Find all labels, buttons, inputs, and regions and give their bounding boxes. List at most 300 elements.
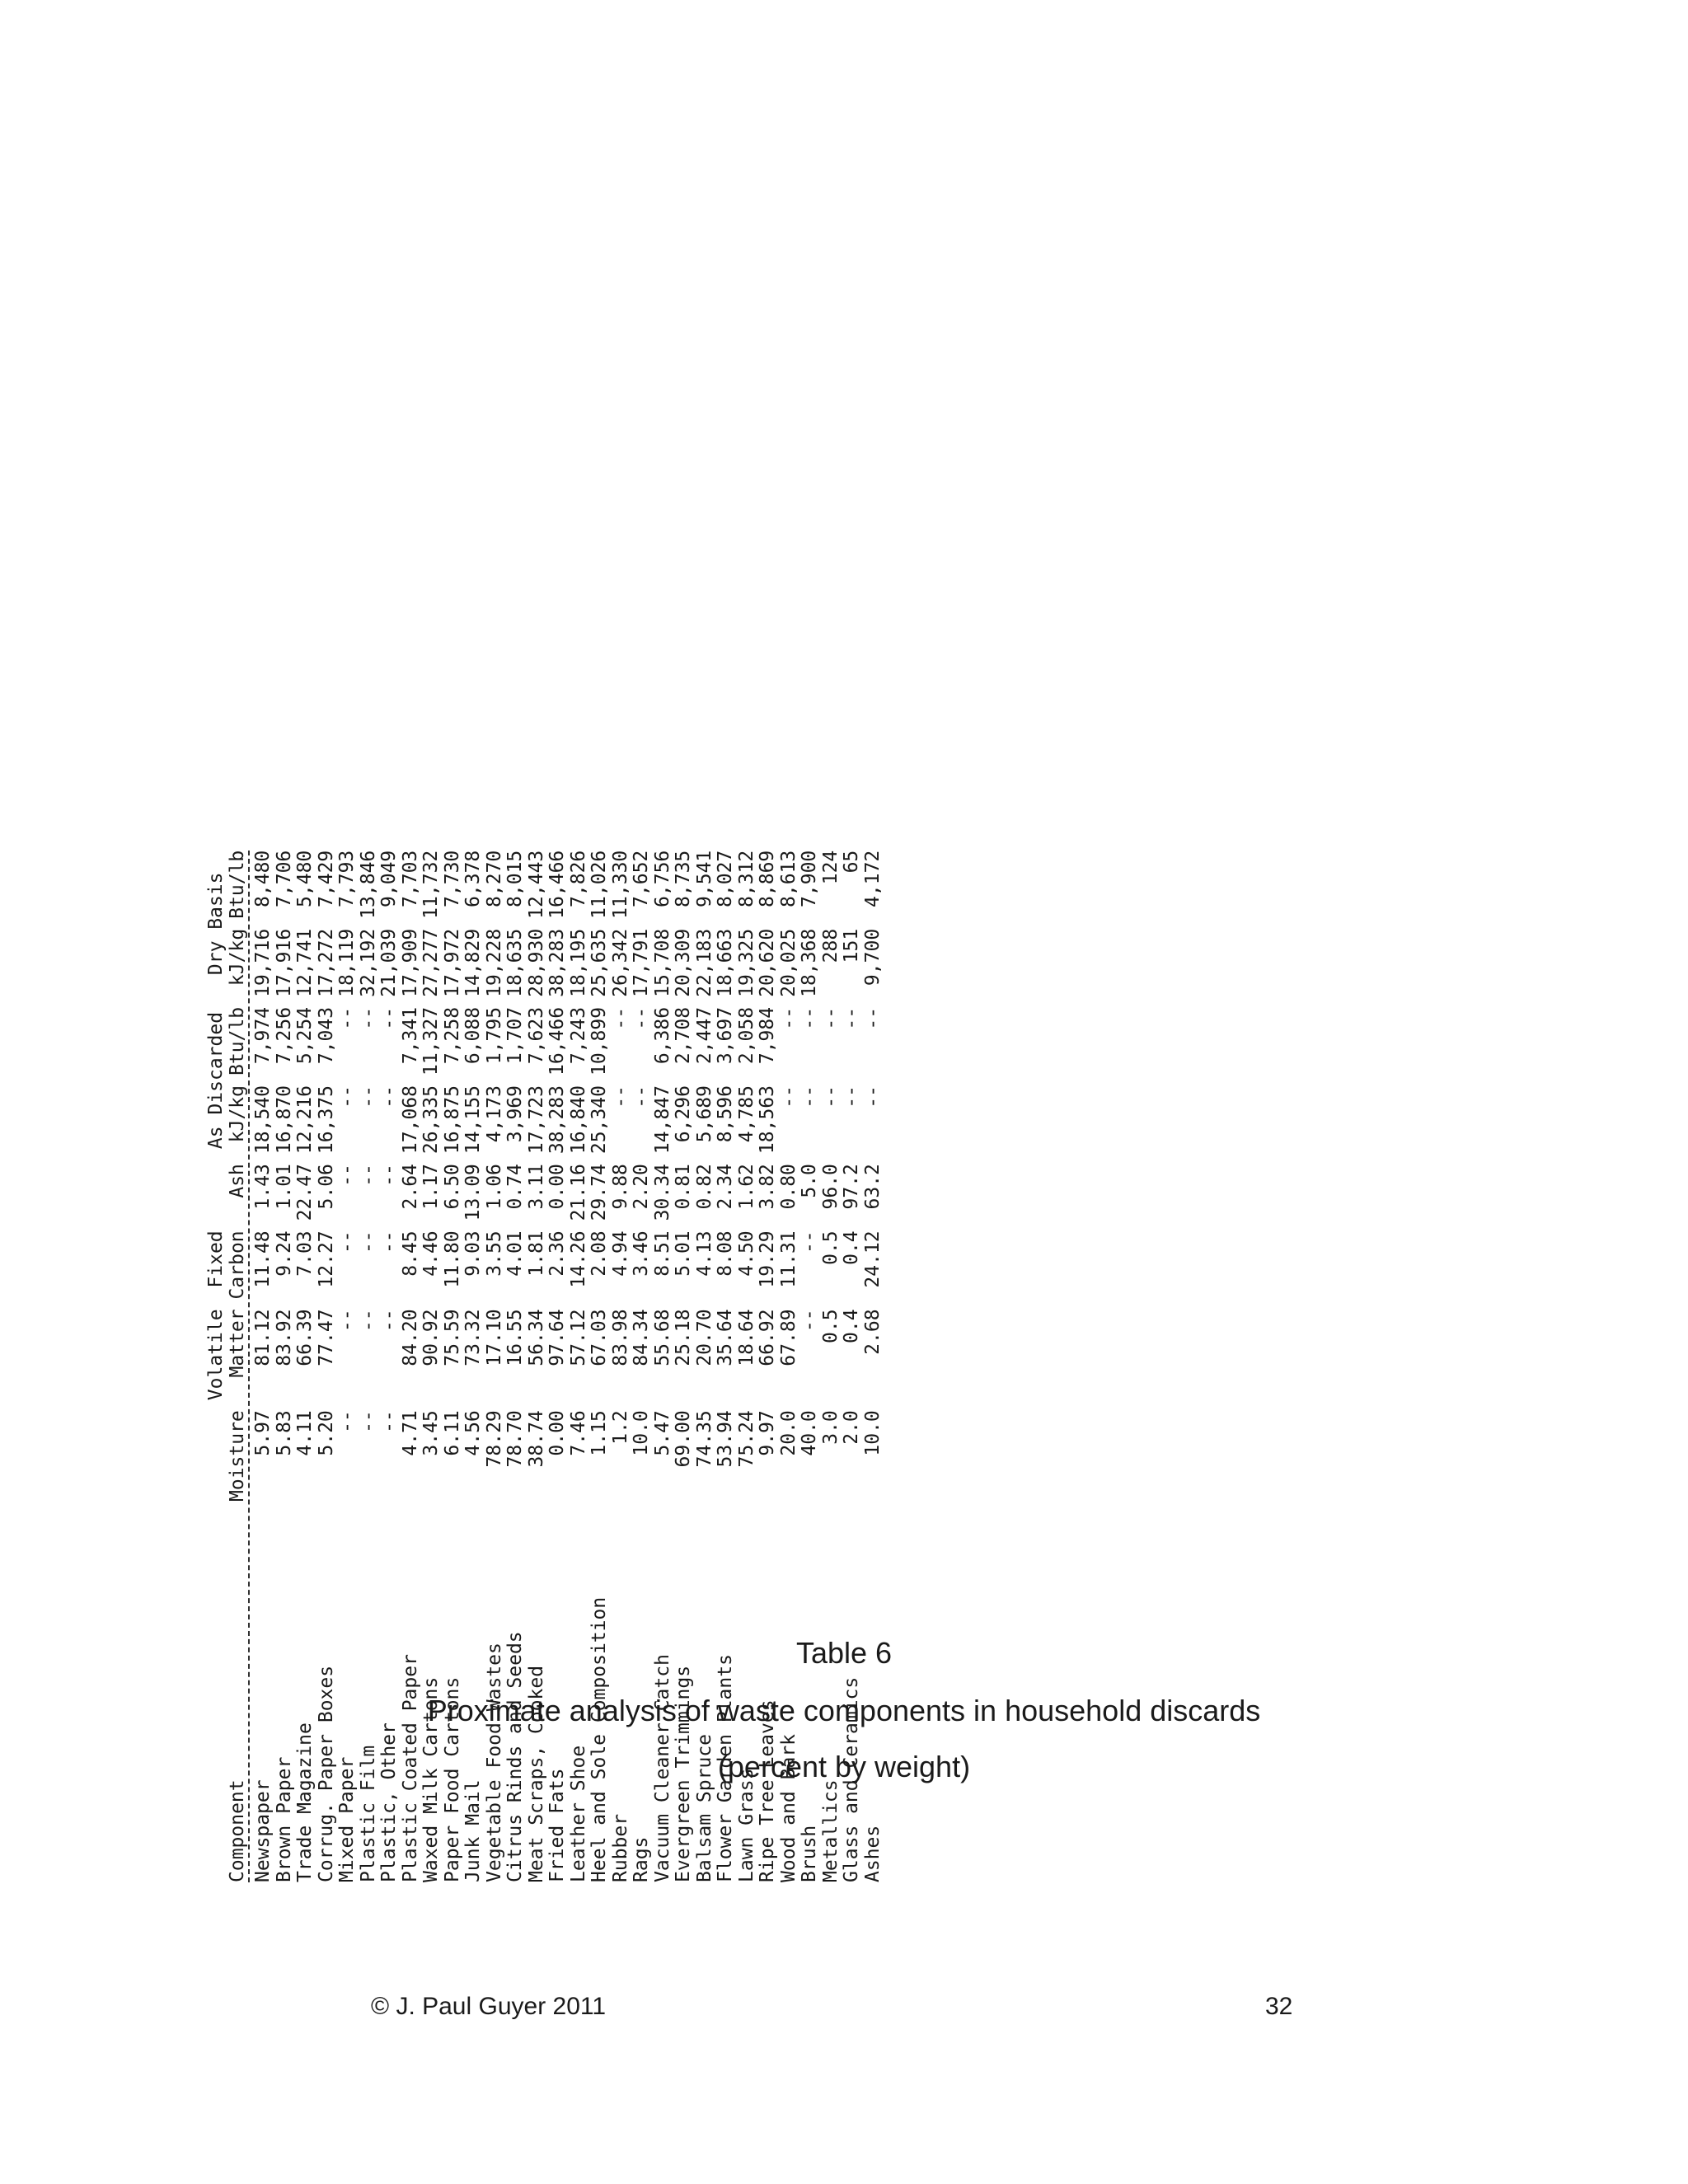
value-cell: 1.81 [525,1230,547,1277]
value-cell: 0.74 [504,1164,526,1210]
value-cell: 66.39 [294,1309,316,1366]
table-row [653,846,674,1887]
component-name-cell: Waxed Milk Cartons [420,1676,442,1882]
value-cell: 2.0 [841,1410,862,1445]
value-cell: -- [799,1006,820,1030]
value-cell: 5.0 [799,1164,820,1198]
component-name-cell: Rags [631,1836,652,1882]
table-row [485,846,506,1887]
value-cell: 9.24 [273,1230,295,1277]
value-cell: 18,540 [252,1085,274,1155]
value-cell: -- [357,1230,379,1254]
table-row [359,846,380,1887]
table-row [737,846,758,1887]
value-cell: -- [378,1309,400,1333]
value-cell: 2.68 [861,1309,884,1355]
value-cell: 7,243 [567,1006,589,1065]
value-cell: 11,330 [609,850,631,919]
component-name-cell: Corrug. Paper Boxes [315,1665,337,1882]
table-row [842,846,863,1887]
value-cell: 16,466 [546,1006,568,1076]
value-cell: 4.11 [294,1410,316,1456]
component-name-cell: Plastic Coated Paper [399,1654,421,1882]
page-number: 32 [1265,1993,1293,2020]
table-subtitle: (percent by weight) [717,1750,971,1783]
value-cell: 22,183 [693,928,715,997]
component-name-cell: Ripe Tree Leaves [757,1699,778,1882]
value-cell: 2,708 [673,1006,694,1065]
component-name-cell: Junk Mail [462,1779,484,1882]
value-cell: 17,272 [315,928,337,997]
table-row [527,846,548,1887]
table-row [631,846,653,1887]
component-name-cell: Evergreen Trimmings [673,1665,694,1882]
value-cell: 20.70 [693,1309,715,1366]
volatile-matter-header: Matter [226,1309,248,1378]
value-cell: 77.47 [315,1309,337,1366]
copyright-notice: © J. Paul Guyer 2011 [371,1993,607,2020]
value-cell: 1.43 [252,1164,274,1210]
value-cell: 67.03 [588,1309,610,1366]
value-cell: 57.12 [567,1309,589,1366]
component-name-cell: Balsam Spruce [693,1733,715,1882]
value-cell: 8,270 [483,850,505,907]
value-cell: 1.62 [735,1164,757,1210]
value-cell: 67.89 [777,1309,799,1366]
value-cell: 73.32 [462,1309,484,1366]
value-cell: 16.55 [504,1309,526,1366]
value-cell: 38,283 [546,1085,568,1155]
value-cell: -- [861,1085,884,1108]
value-cell: 63.2 [861,1164,884,1210]
value-cell: 8.51 [651,1230,673,1277]
value-cell: 78.70 [504,1410,526,1468]
value-cell: -- [336,1410,358,1433]
value-cell: 24.12 [861,1230,884,1288]
value-cell: 4,173 [483,1085,505,1143]
component-name-cell: Wood and Bark [777,1733,799,1882]
as-discarded-group-header: As Discarded [205,1011,227,1150]
component-name-cell: Paper Food Cartons [441,1676,463,1882]
table-row [695,846,716,1887]
value-cell: -- [841,1006,862,1030]
value-cell: 3.82 [757,1164,778,1210]
table-row [337,846,359,1887]
table-row [463,846,485,1887]
value-cell: 151 [841,928,862,963]
value-cell: 65 [841,850,862,874]
value-cell: -- [861,1006,884,1030]
value-cell: 7,703 [399,850,421,907]
component-name-cell: Meat Scraps, Cooked [525,1665,547,1882]
value-cell: 14.26 [567,1230,589,1288]
value-cell: -- [378,1410,400,1433]
value-cell: 11,327 [420,1006,442,1076]
value-cell: -- [841,1085,862,1108]
value-cell: 3.46 [631,1230,652,1277]
value-cell: 10.0 [861,1410,884,1456]
value-cell: 20,620 [757,928,778,997]
value-cell: 4.01 [504,1230,526,1277]
value-cell: 5.01 [673,1230,694,1277]
value-cell: 9.03 [462,1230,484,1277]
value-cell: -- [357,1164,379,1187]
value-cell: 19,228 [483,928,505,997]
value-cell: 4,172 [861,850,884,907]
table-row [401,846,422,1887]
value-cell: 28,930 [525,928,547,997]
value-cell: 6.50 [441,1164,463,1210]
value-cell: 0.82 [693,1164,715,1210]
value-cell: 14,829 [462,928,484,997]
component-name-cell: Rubber [609,1813,631,1882]
value-cell: 6,088 [462,1006,484,1065]
value-cell: 18,119 [336,928,358,997]
value-cell: 7,258 [441,1006,463,1065]
value-cell: 5,254 [294,1006,316,1065]
value-cell: 7,706 [273,850,295,907]
component-name-cell: Brown Paper [273,1756,295,1882]
dry-basis-group-header: Dry Basis [205,872,227,976]
value-cell: 17,068 [399,1085,421,1155]
table-row [274,846,296,1887]
value-cell: -- [378,1006,400,1030]
table-row [821,846,842,1887]
value-cell: 0.5 [819,1230,842,1265]
value-cell: -- [799,1309,820,1333]
value-cell: 25,635 [588,928,610,997]
value-cell: 97.2 [841,1164,862,1210]
value-cell: 69.00 [673,1410,694,1468]
value-cell: 6,756 [651,850,673,907]
component-name-cell: Leather Shoe [567,1745,589,1882]
component-name-cell: Vegetable Food Wastes [483,1643,505,1882]
value-cell: 16,875 [441,1085,463,1155]
value-cell: 26,342 [609,928,631,997]
value-cell: 1.01 [273,1164,295,1210]
value-cell: 83.92 [273,1309,295,1366]
value-cell: 21.16 [567,1164,589,1221]
value-cell: 1,707 [504,1006,526,1065]
value-cell: 5,689 [693,1085,715,1143]
table-row [421,846,443,1887]
value-cell: 4.94 [609,1230,631,1277]
table-row [611,846,632,1887]
value-cell: 29.74 [588,1164,610,1221]
value-cell: 5,480 [294,850,316,907]
value-cell: 16,870 [273,1085,295,1155]
component-name-cell: Flower Garden Plants [715,1654,736,1882]
value-cell: -- [819,1006,842,1030]
value-cell: 1.17 [420,1164,442,1210]
table-row [779,846,800,1887]
value-cell: 7,429 [315,850,337,907]
value-cell: 13.09 [462,1164,484,1221]
value-cell: 6,296 [673,1085,694,1143]
fixed-carbon-header: Carbon [226,1230,248,1300]
value-cell: 32,192 [357,928,379,997]
value-cell: 27,277 [420,928,442,997]
value-cell: 75.59 [441,1309,463,1366]
value-cell: 81.12 [252,1309,274,1366]
table-row [863,846,884,1887]
value-cell: 8.08 [715,1230,736,1277]
value-cell: 66.92 [757,1309,778,1366]
value-cell: -- [336,1085,358,1108]
value-cell: 55.68 [651,1309,673,1366]
value-cell: 5.83 [273,1410,295,1456]
value-cell: -- [336,1230,358,1254]
component-name-cell: Ashes [861,1825,884,1882]
component-name-cell: Plastic Film [357,1745,379,1882]
value-cell: -- [799,1230,820,1254]
value-cell: 35.64 [715,1309,736,1366]
table-row [295,846,316,1887]
table-label: Table 6 [795,1636,893,1670]
value-cell: 1.06 [483,1164,505,1210]
value-cell: 6.11 [441,1410,463,1456]
value-cell: 9.97 [757,1410,778,1456]
value-cell: 7,974 [252,1006,274,1065]
value-cell: 3.0 [819,1410,842,1445]
value-cell: 13,846 [357,850,379,919]
group-header-row [206,846,227,1887]
value-cell: 124 [819,850,842,885]
value-cell: 97.64 [546,1309,568,1366]
value-cell: 7,623 [525,1006,547,1065]
table-row [316,846,338,1887]
value-cell: 11.31 [777,1230,799,1288]
value-cell: 15,708 [651,928,673,997]
value-cell: -- [357,1309,379,1333]
table-row [569,846,590,1887]
value-cell: 4.56 [462,1410,484,1456]
value-cell: 8,869 [757,850,778,907]
value-cell: 7,730 [441,850,463,907]
value-cell: 18,195 [567,928,589,997]
value-cell: 7,652 [631,850,652,907]
value-cell: 56.34 [525,1309,547,1366]
moisture-header: Moisture [226,1410,248,1502]
value-cell: 14,155 [462,1085,484,1155]
value-cell: 17,723 [525,1085,547,1155]
column-header-row [227,846,249,1887]
value-cell: 0.5 [819,1309,842,1343]
value-cell: 2.36 [546,1230,568,1277]
value-cell: 9,700 [861,928,884,987]
value-cell: 25.18 [673,1309,694,1366]
value-cell: -- [336,1309,358,1333]
value-cell: -- [378,1230,400,1254]
as-discarded-kj-header: kJ/kg [226,1085,248,1143]
value-cell: 7,826 [567,850,589,907]
value-cell: 17,916 [273,928,295,997]
proximate-analysis-table [206,846,884,1887]
value-cell: 2.34 [715,1164,736,1210]
value-cell: 1.15 [588,1410,610,1456]
value-cell: 5.06 [315,1164,337,1210]
table-row [253,846,274,1887]
value-cell: 4.46 [420,1230,442,1277]
value-cell: 8,312 [735,850,757,907]
value-cell: 7,341 [399,1006,421,1065]
value-cell: 75.24 [735,1410,757,1468]
fixed-group-header: Fixed [205,1230,227,1288]
value-cell: 38,283 [546,928,568,997]
component-name-cell: Heel and Sole Composition [588,1596,610,1882]
value-cell: 7.46 [567,1410,589,1456]
value-cell: 84.20 [399,1309,421,1366]
value-cell: 12.27 [315,1230,337,1288]
value-cell: -- [609,1006,631,1030]
as-discarded-btu-header: Btu/lb [226,1006,248,1076]
value-cell: 16,375 [315,1085,337,1155]
value-cell: 96.0 [819,1164,842,1210]
value-cell: 84.34 [631,1309,652,1366]
value-cell: -- [777,1006,799,1030]
value-cell: 0.00 [546,1410,568,1456]
value-cell: 8.45 [399,1230,421,1277]
value-cell: 0.80 [777,1164,799,1210]
value-cell: 12,443 [525,850,547,919]
value-cell: 5.47 [651,1410,673,1456]
value-cell: 22.47 [294,1164,316,1221]
value-cell: 18,663 [715,928,736,997]
value-cell: 2,447 [693,1006,715,1065]
table-row [799,846,821,1887]
value-cell: 8,596 [715,1085,736,1143]
value-cell: 1,795 [483,1006,505,1065]
value-cell: 0.4 [841,1309,862,1343]
value-cell: 74.35 [693,1410,715,1468]
value-cell: 3.55 [483,1230,505,1277]
component-name-cell: Vacuum Cleaner Catch [651,1654,673,1882]
table-row [715,846,737,1887]
value-cell: 10,899 [588,1006,610,1076]
value-cell: 16,840 [567,1085,589,1155]
value-cell: 288 [819,928,842,963]
value-cell: 0.00 [546,1164,568,1210]
value-cell: 90.92 [420,1309,442,1366]
dry-basis-btu-header: Btu/lb [226,850,248,919]
value-cell: 12,216 [294,1085,316,1155]
value-cell: 3,969 [504,1085,526,1143]
table-body [253,846,884,1887]
value-cell: -- [357,1085,379,1108]
table-row [547,846,569,1887]
value-cell: 2.08 [588,1230,610,1277]
value-cell: 19.29 [757,1230,778,1288]
value-cell: 3,697 [715,1006,736,1065]
value-cell: 18,635 [504,928,526,997]
value-cell: -- [799,1085,820,1108]
value-cell: 0.4 [841,1230,862,1265]
value-cell: -- [609,1085,631,1108]
value-cell: 17,972 [441,928,463,997]
value-cell: 3.11 [525,1164,547,1210]
value-cell: 11.48 [252,1230,274,1288]
component-name-cell: Citrus Rinds and Seeds [504,1631,526,1882]
value-cell: 83.98 [609,1309,631,1366]
value-cell: 78.29 [483,1410,505,1468]
value-cell: 7,900 [799,850,820,907]
value-cell: -- [357,1410,379,1433]
value-cell: 4.50 [735,1230,757,1277]
value-cell: 12,741 [294,928,316,997]
value-cell: 20,025 [777,928,799,997]
value-cell: 7.03 [294,1230,316,1277]
value-cell: 6,378 [462,850,484,907]
value-cell: -- [357,1006,379,1030]
value-cell: 17.10 [483,1309,505,1366]
value-cell: 9,049 [378,850,400,907]
value-cell: 7,984 [757,1006,778,1065]
value-cell: 25,340 [588,1085,610,1155]
value-cell: 14,847 [651,1085,673,1155]
value-cell: 5.20 [315,1410,337,1456]
value-cell: 9,541 [693,850,715,907]
value-cell: -- [378,1085,400,1108]
table-row [443,846,464,1887]
value-cell: 8,027 [715,850,736,907]
value-cell: -- [378,1164,400,1187]
value-cell: 21,039 [378,928,400,997]
value-cell: 4.71 [399,1410,421,1456]
value-cell: -- [336,1164,358,1187]
value-cell: 20,309 [673,928,694,997]
value-cell: 2,058 [735,1006,757,1065]
ash-header: Ash [226,1164,248,1198]
value-cell: 16,466 [546,850,568,919]
value-cell: 1.2 [609,1410,631,1445]
value-cell: 19,325 [735,928,757,997]
value-cell: 20.0 [777,1410,799,1456]
value-cell: -- [336,1006,358,1030]
value-cell: 4,785 [735,1085,757,1143]
value-cell: 11,026 [588,850,610,919]
component-name-cell: Brush [799,1825,820,1882]
component-name-cell: Glass and Ceramics [841,1676,862,1882]
table-row [505,846,527,1887]
value-cell: 17,791 [631,928,652,997]
table-row [757,846,779,1887]
component-name-cell: Newspaper [252,1779,274,1882]
volatile-group-header: Volatile [205,1309,227,1401]
table-row [379,846,401,1887]
dry-basis-kj-header: kJ/kg [226,928,248,987]
value-cell: 11.80 [441,1230,463,1288]
value-cell: 17,909 [399,928,421,997]
value-cell: 8,480 [252,850,274,907]
value-cell: 8,735 [673,850,694,907]
value-cell: 8,015 [504,850,526,907]
table-row [589,846,611,1887]
value-cell: -- [631,1085,652,1108]
value-cell: 40.0 [799,1410,820,1456]
value-cell: 38.74 [525,1410,547,1468]
component-name-cell: Lawn Grass [735,1768,757,1882]
value-cell: -- [819,1085,842,1108]
value-cell: 19,716 [252,928,274,997]
value-cell: 2.64 [399,1164,421,1210]
value-cell: 10.0 [631,1410,652,1456]
value-cell: 6,386 [651,1006,673,1065]
component-name-cell: Fried Fats [546,1768,568,1882]
value-cell: 30.34 [651,1164,673,1221]
component-name-cell: Trade Magazine [294,1722,316,1882]
value-cell: 26,335 [420,1085,442,1155]
value-cell: 18,563 [757,1085,778,1155]
